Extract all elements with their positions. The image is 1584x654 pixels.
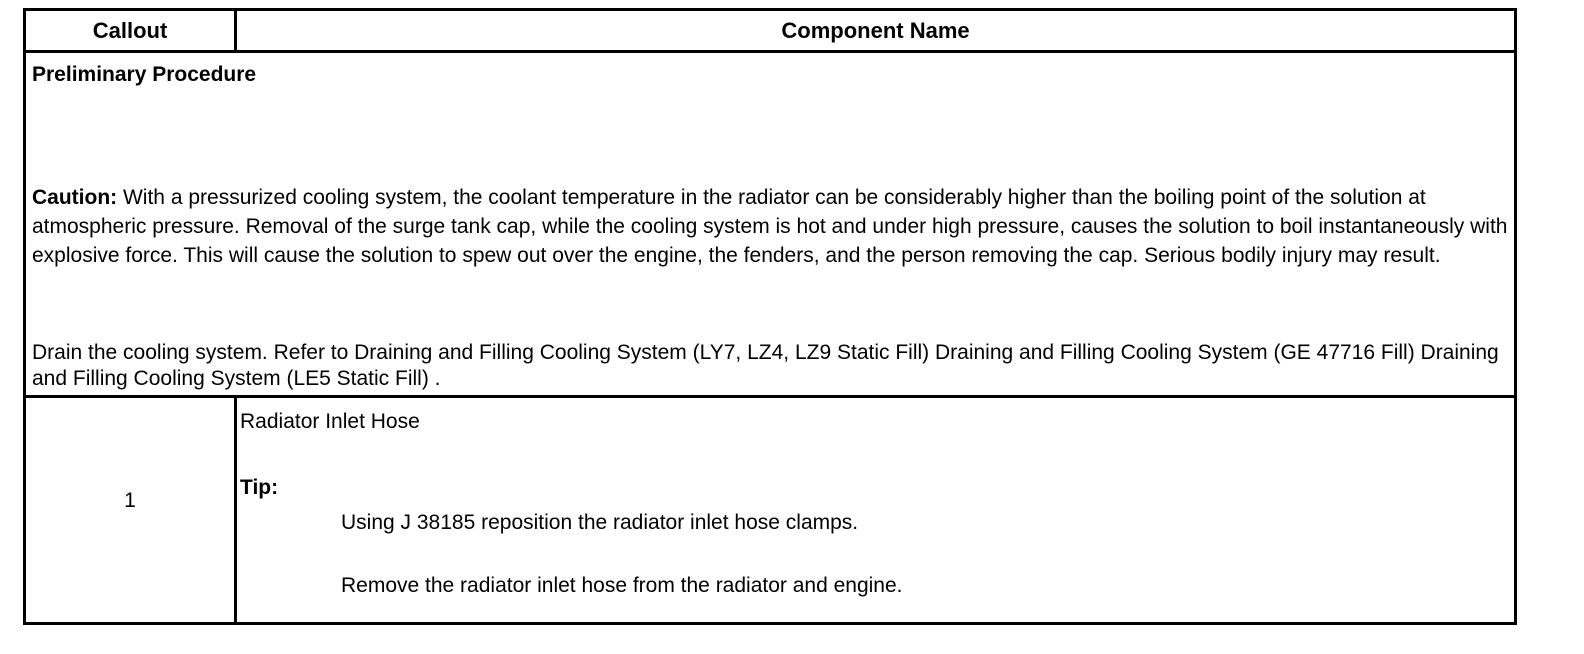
- component-name-column-header: Component Name: [781, 18, 970, 43]
- caution-label: Caution:: [32, 186, 118, 209]
- preliminary-procedure-row: [26, 53, 1514, 398]
- tip-step: Using J 38185 reposition the radiator inlet hose clamps.: [341, 511, 859, 534]
- callout-number: 1: [124, 489, 136, 512]
- table-row: [26, 398, 1514, 622]
- drain-instruction: Drain the cooling system. Refer to Draining and Filling Cooling System (LY7, LZ4, LZ9 Static Fill) Draining and Filling Cooling System (GE 47716 Fill) Draining and Filling Cooling System (LE5 Static Fill) .: [32, 341, 1499, 390]
- caution-notice: [32, 183, 1510, 270]
- preliminary-procedure-title: Preliminary Procedure: [32, 63, 257, 86]
- component-name: Radiator Inlet Hose: [240, 410, 420, 433]
- column-divider: [234, 398, 237, 622]
- table-header-row: [26, 11, 1514, 53]
- caution-text: With a pressurized cooling system, the coolant temperature in the radiator can be considerably higher than the boiling point of the solution at atmospheric pressure. Removal of the surge tank cap, while the cooling system is hot and under high pressure, causes the solution to boil instantaneously with explosive force. This will cause the solution to spew out over the engine, the fenders, and the person removing the cap. Serious bodily injury may result.: [32, 186, 1508, 267]
- callout-column-header: Callout: [92, 18, 168, 43]
- tip-label: Tip:: [240, 476, 279, 499]
- tip-step: Remove the radiator inlet hose from the radiator and engine.: [341, 574, 903, 597]
- procedure-table: [23, 8, 1517, 625]
